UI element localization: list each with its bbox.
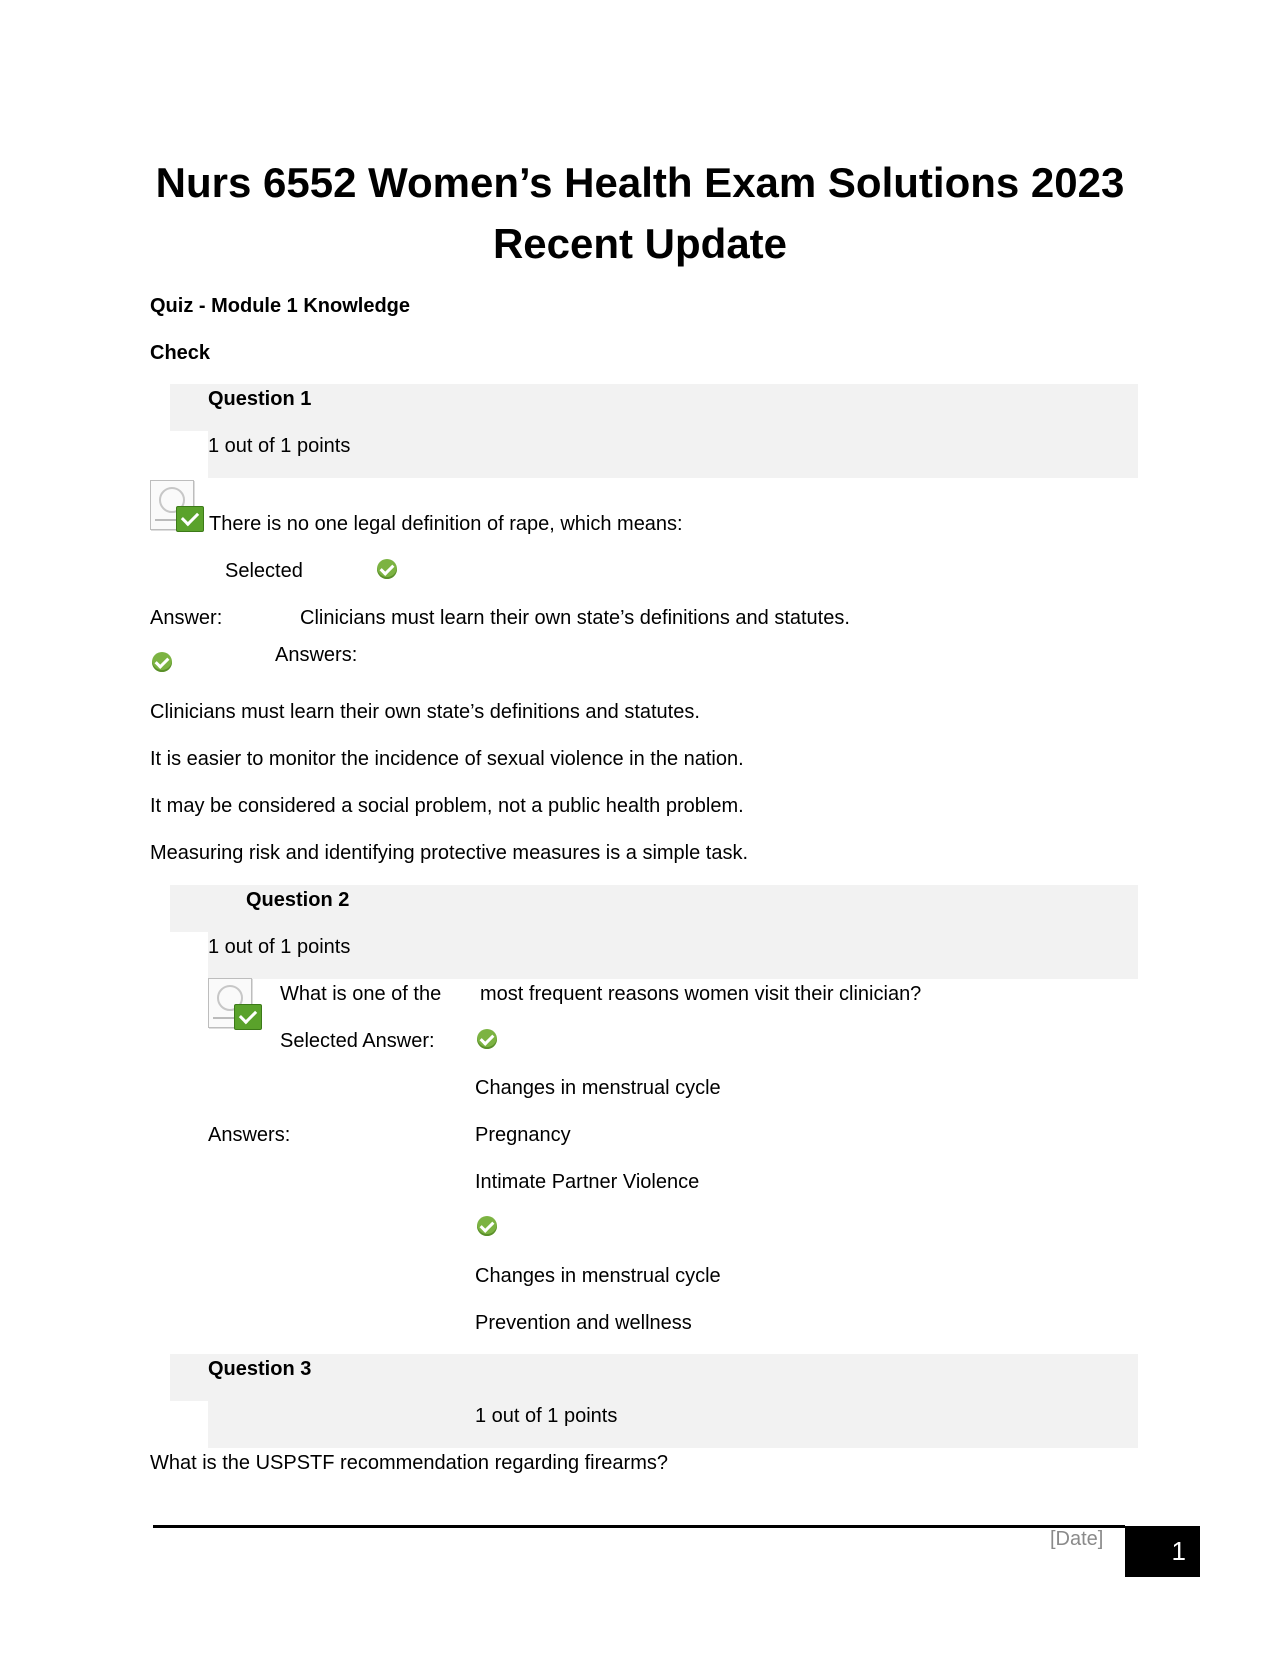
check-circle-icon xyxy=(477,1216,497,1236)
question-1-text: There is no one legal definition of rape, which means: xyxy=(209,513,683,535)
question-2-answer-option: Pregnancy xyxy=(475,1124,571,1146)
footer-rule xyxy=(153,1525,1125,1528)
green-tick-badge xyxy=(234,1004,262,1030)
quiz-heading-line-1: Quiz - Module 1 Knowledge xyxy=(150,295,410,317)
question-1-selected-answer: Clinicians must learn their own state’s definitions and statutes. xyxy=(300,607,850,629)
question-2-answer-option: Intimate Partner Violence xyxy=(475,1171,700,1193)
footer-date: [Date] xyxy=(1050,1528,1104,1550)
question-1-answer-option: It is easier to monitor the incidence of sexual violence in the nation. xyxy=(150,748,744,770)
question-2-answer-option: Prevention and wellness xyxy=(475,1312,692,1334)
graded-document-icon xyxy=(150,480,204,534)
question-3-points-band xyxy=(208,1401,1138,1448)
check-circle-icon xyxy=(152,652,172,672)
title-line-1: Nurs 6552 Women’s Health Exam Solutions 2023 xyxy=(155,159,1125,206)
question-2-text-part-2: most frequent reasons women visit their clinician? xyxy=(480,983,922,1005)
question-3-band xyxy=(170,1354,1138,1401)
quiz-heading-line-2: Check xyxy=(150,342,211,364)
document-title xyxy=(150,152,1130,274)
question-1-selected-label: Selected xyxy=(225,560,303,582)
question-2-answers-label: Answers: xyxy=(208,1124,291,1146)
green-tick-badge xyxy=(176,506,204,532)
title-line-2: Recent Update xyxy=(492,220,788,267)
question-1-label: Question 1 xyxy=(208,388,312,410)
question-2-selected-answer: Changes in menstrual cycle xyxy=(475,1077,721,1099)
question-3-points: 1 out of 1 points xyxy=(475,1405,618,1427)
question-2-text-part-1: What is one of the xyxy=(280,983,442,1005)
question-1-answer-option: It may be considered a social problem, not a public health problem. xyxy=(150,795,744,817)
question-3-text: What is the USPSTF recommendation regarding firearms? xyxy=(150,1452,668,1474)
graded-document-icon xyxy=(208,978,262,1032)
question-1-answer-label: Answer: xyxy=(150,607,223,629)
question-1-answer-option: Clinicians must learn their own state’s definitions and statutes. xyxy=(150,701,700,723)
question-3-label: Question 3 xyxy=(208,1358,312,1380)
page-number: 1 xyxy=(1171,1536,1186,1566)
page-number-box xyxy=(1125,1526,1200,1577)
question-1-band xyxy=(170,384,1138,431)
question-1-answer-option: Measuring risk and identifying protective measures is a simple task. xyxy=(150,842,749,864)
question-2-points: 1 out of 1 points xyxy=(208,936,351,958)
question-2-answer-option: Changes in menstrual cycle xyxy=(475,1265,721,1287)
question-2-selected-label: Selected Answer: xyxy=(280,1030,435,1052)
check-circle-icon xyxy=(377,559,397,579)
question-2-label: Question 2 xyxy=(246,889,350,911)
question-1-answers-label: Answers: xyxy=(275,644,358,666)
question-1-points: 1 out of 1 points xyxy=(208,435,351,457)
check-circle-icon xyxy=(477,1029,497,1049)
